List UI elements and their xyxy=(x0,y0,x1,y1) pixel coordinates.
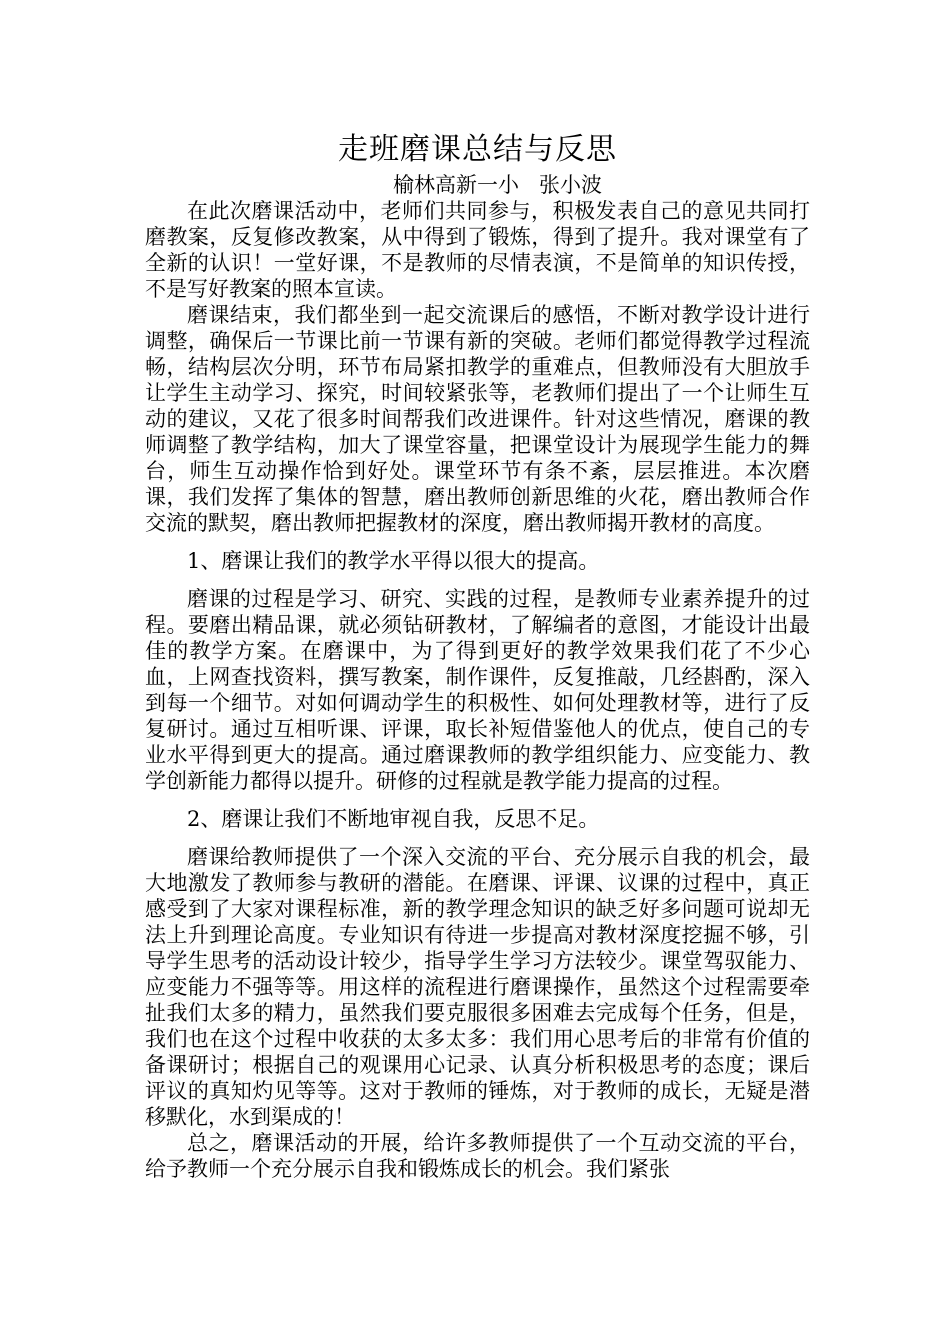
paragraph-conclusion: 总之，磨课活动的开展，给许多教师提供了一个互动交流的平台，给予教师一个充分展示自我和锻炼成长的机会。我们紧张 xyxy=(145,1131,810,1181)
document-page xyxy=(145,128,810,1182)
document-title: 走班磨课总结与反思 xyxy=(338,132,617,167)
section-heading-1: 1、磨课让我们的教学水平得以很大的提高。 xyxy=(187,549,600,573)
paragraph-summary: 磨课结束，我们都坐到一起交流课后的感悟，不断对教学设计进行调整，确保后一节课比前一节课有新的突破。老师们都觉得教学过程流畅，结构层次分明，环节布局紧扣教学的重难点，但教师没有大胆放手让学生主动学习、探究，时间较紧张等，老教师们提出了一个让师生互动的建议，又花了很多时间帮我们改进课件。针对这些情况，磨课的教师调整了教学结构，加大了课堂容量，把课堂设计为展现学生能力的舞台，师生互动操作恰到好处。课堂环节有条不紊，层层推进。本次磨课，我们发挥了集体的智慧，磨出教师创新思维的火花，磨出教师合作交流的默契，磨出教师把握教材的深度，磨出教师揭开教材的高度。 xyxy=(145,303,810,535)
document-author: 榆林高新一小 张小波 xyxy=(392,173,603,197)
paragraph-section-2: 磨课给教师提供了一个深入交流的平台、充分展示自我的机会，最大地激发了教师参与教研的潜能。在磨课、评课、议课的过程中，真正感受到了大家对课程标准，新的教学理念知识的缺乏好多问题可说却无法上升到理论高度。专业知识有待进一步提高对教材深度挖掘不够，引导学生思考的活动设计较少，指导学生学习方法较少。课堂驾驭能力、应变能力不强等等。用这样的流程进行磨课操作，虽然这个过程需要牵扯我们太多的精力，虽然我们要克服很多困难去完成每个任务，但是，我们也在这个过程中收获的太多太多：我们用心思考后的非常有价值的备课研讨；根据自己的观课用心记录、认真分析积极思考的态度；课后评议的真知灼见等等。这对于教师的锤炼，对于教师的成长，无疑是潜移默化，水到渠成的！ xyxy=(145,845,810,1129)
paragraph-section-1: 磨课的过程是学习、研究、实践的过程，是教师专业素养提升的过程。要磨出精品课，就必须钻研教材，了解编者的意图，才能设计出最佳的教学方案。在磨课中，为了得到更好的教学效果我们花了不少心血，上网查找资料，撰写教案，制作课件，反复推敲，几经斟酌，深入到每一个细节。对如何调动学生的积极性、如何处理教材等，进行了反复研讨。通过互相听课、评课，取长补短借鉴他人的优点，使自己的专业水平得到更大的提高。通过磨课教师的教学组织能力、应变能力、教学创新能力都得以提升。研修的过程就是教学能力提高的过程。 xyxy=(145,587,810,793)
section-heading-2: 2、磨课让我们不断地审视自我，反思不足。 xyxy=(187,807,600,831)
paragraph-intro: 在此次磨课活动中，老师们共同参与，积极发表自己的意见共同打磨教案，反复修改教案，从中得到了锻炼，得到了提升。我对课堂有了全新的认识！一堂好课，不是教师的尽情表演，不是简单的知识传授，不是写好教案的照本宣读。 xyxy=(145,199,810,301)
